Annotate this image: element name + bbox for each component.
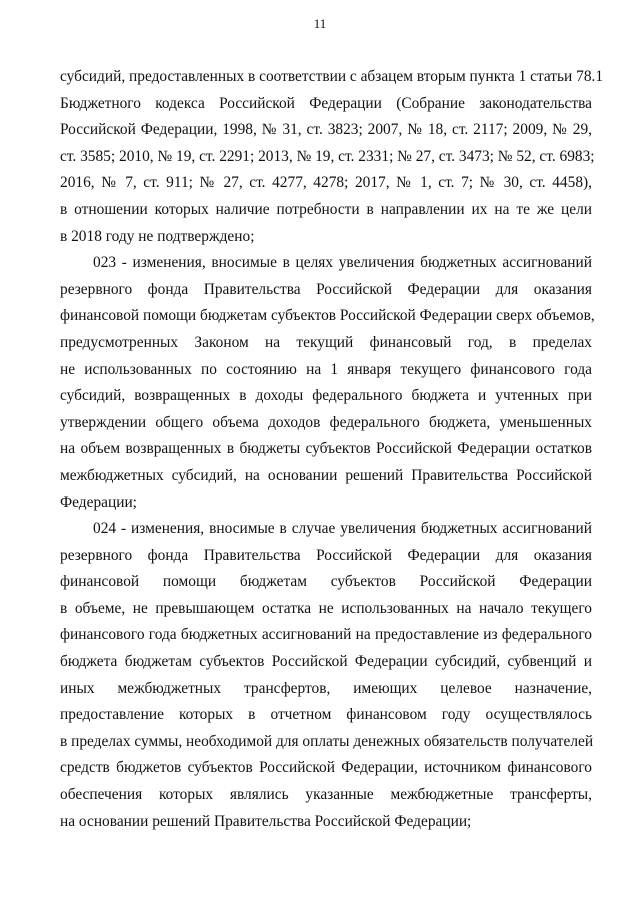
document-body (60, 64, 604, 835)
text-line: финансовой помощи бюджетам субъектов Российской Федерации (60, 573, 592, 591)
text-line: 2016, № 7, ст. 911; № 27, ст. 4277, 4278; 2017, № 1, ст. 7; № 30, ст. 4458), (60, 174, 592, 192)
text-line: на объем возвращенных в бюджеты субъектов Российской Федерации остатков (60, 440, 592, 458)
text-line: Российской Федерации, 1998, № 31, ст. 3823; 2007, № 18, ст. 2117; 2009, № 29, (60, 121, 592, 139)
text-line: финансовой помощи бюджетам субъектов Российской Федерации сверх объемов, (60, 307, 595, 325)
text-line: резервного фонда Правительства Российской Федерации для оказания (60, 546, 592, 564)
text-line: на основании решений Правительства Российской Федерации; (60, 812, 472, 830)
text-line: в объеме, не превышающем остатка не использованных на начало текущего (60, 599, 592, 617)
text-line: утверждении общего объема доходов федерального бюджета, уменьшенных (60, 413, 592, 431)
text-line: субсидий, предоставленных в соответствии с абзацем вторым пункта 1 статьи 78.1 (60, 68, 604, 85)
text-line: резервного фонда Правительства Российской Федерации для оказания (60, 280, 592, 298)
paragraph-code-024 (60, 516, 592, 835)
text-line: предусмотренных Законом на текущий финансовый год, в пределах (60, 333, 592, 351)
text-line: в отношении которых наличие потребности в направлении их на те же цели (60, 200, 592, 218)
text-line: межбюджетных субсидий, на основании решений Правительства Российской (60, 466, 592, 484)
text-line: обеспечения которых являлись указанные межбюджетные трансферты, (60, 786, 592, 804)
text-line: иных межбюджетных трансфертов, имеющих целевое назначение, (60, 679, 592, 697)
paragraph-code-023 (60, 250, 595, 516)
text-line: Федерации; (60, 493, 137, 511)
text-line: в пределах суммы, необходимой для оплаты денежных обязательств получателей (60, 732, 594, 750)
text-line: бюджета бюджетам субъектов Российской Федерации субсидий, субвенций и (60, 653, 592, 671)
page-number: 11 (313, 16, 327, 31)
text-line: Бюджетного кодекса Российской Федерации (Собрание законодательства (60, 94, 592, 112)
paragraph-subsidies-clause (60, 64, 604, 250)
text-line: ст. 3585; 2010, № 19, ст. 2291; 2013, № 19, ст. 2331; № 27, ст. 3473; № 52, ст. 6983; (60, 147, 595, 165)
text-line: средств бюджетов субъектов Российской Федерации, источником финансового (60, 759, 592, 777)
text-line: субсидий, возвращенных в доходы федерального бюджета и учтенных при (60, 387, 592, 405)
text-line: 024 - изменения, вносимые в случае увеличения бюджетных ассигнований (93, 520, 592, 538)
text-line: финансового года бюджетных ассигнований на предоставление из федерального (60, 626, 592, 644)
text-line: не использованных по состоянию на 1 января текущего финансового года (60, 360, 592, 378)
text-line: предоставление которых в отчетном финансовом году осуществлялось (60, 706, 592, 724)
text-line: в 2018 году не подтверждено; (60, 227, 255, 245)
text-line: 023 - изменения, вносимые в целях увеличения бюджетных ассигнований (93, 254, 592, 272)
